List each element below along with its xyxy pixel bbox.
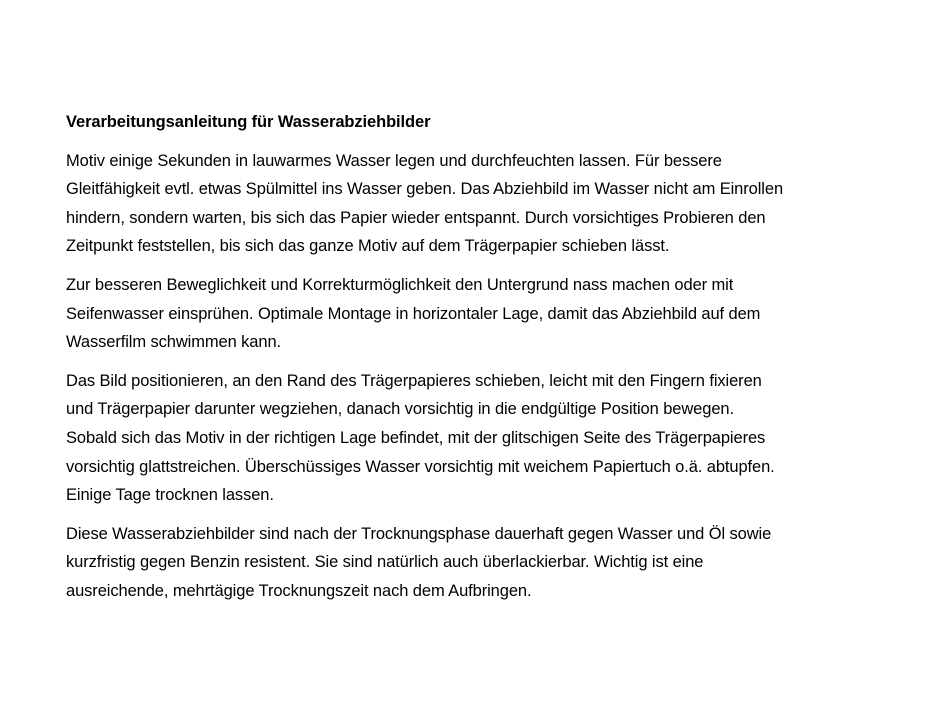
text-line: Das Bild positionieren, an den Rand des Trägerpapieres schieben, leicht mit den Fingern fixieren (66, 371, 762, 390)
paragraph (66, 271, 890, 357)
text-line: hindern, sondern warten, bis sich das Papier wieder entspannt. Durch vorsichtiges Probieren den (66, 208, 766, 227)
text-line: Diese Wasserabziehbilder sind nach der Trocknungsphase dauerhaft gegen Wasser und Öl sowie (66, 524, 772, 543)
text-line: ausreichende, mehrtägige Trocknungszeit nach dem Aufbringen. (66, 581, 532, 600)
text-line: Seifenwasser einsprühen. Optimale Montage in horizontaler Lage, damit das Abziehbild auf dem (66, 304, 761, 323)
text-line: kurzfristig gegen Benzin resistent. Sie sind natürlich auch überlackierbar. Wichtig ist eine (66, 553, 704, 572)
paragraph (66, 367, 890, 510)
text-line: Sobald sich das Motiv in der richtigen Lage befindet, mit der glitschigen Seite des Trägerpapieres (66, 428, 766, 447)
text-line: Motiv einige Sekunden in lauwarmes Wasser legen und durchfeuchten lassen. Für bessere (66, 151, 722, 170)
paragraph (66, 147, 890, 261)
text-line: Zur besseren Beweglichkeit und Korrekturmöglichkeit den Untergrund nass machen oder mit (66, 275, 734, 294)
text-line: und Trägerpapier darunter wegziehen, danach vorsichtig in die endgültige Position bewegen. (66, 400, 734, 419)
text-line: Gleitfähigkeit evtl. etwas Spülmittel ins Wasser geben. Das Abziehbild im Wasser nicht am Einrollen (66, 180, 784, 199)
paragraph (66, 520, 890, 606)
text-line: Einige Tage trocknen lassen. (66, 486, 274, 505)
document-title: Verarbeitungsanleitung für Wasserabziehbilder (66, 113, 431, 131)
document-body (66, 147, 890, 606)
text-line: Wasserfilm schwimmen kann. (66, 333, 282, 352)
text-line: vorsichtig glattstreichen. Überschüssiges Wasser vorsichtig mit weichem Papiertuch o.ä. abtupfen. (66, 457, 775, 476)
text-line: Zeitpunkt feststellen, bis sich das ganze Motiv auf dem Trägerpapier schieben lässt. (66, 237, 670, 256)
